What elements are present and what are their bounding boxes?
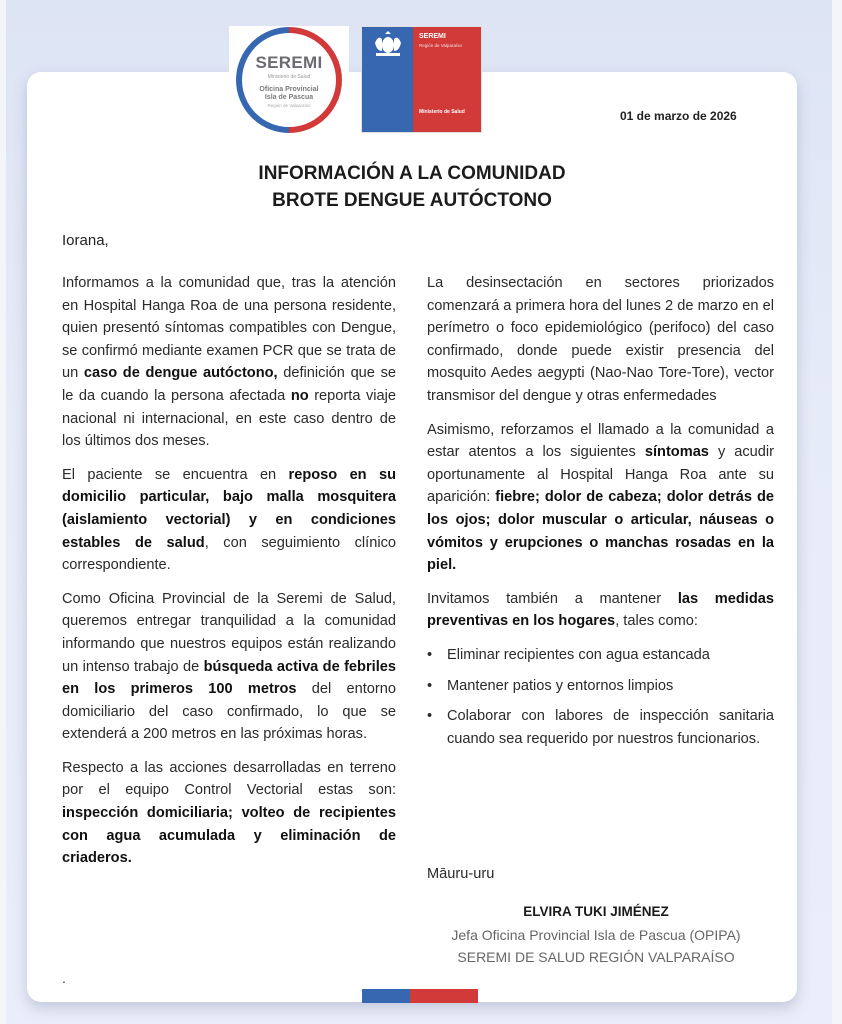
- circle-logo-office-line1: Oficina Provincial: [259, 86, 319, 93]
- preventive-measures-list: [427, 644, 774, 750]
- paragraph-patient-status: [62, 464, 396, 577]
- bold-span: caso de dengue autóctono,: [83, 365, 278, 382]
- flag-logo-title: SEREMI: [419, 33, 446, 40]
- flag-red-panel: [413, 27, 481, 132]
- text-span: , con seguimiento clínico correspondiente.: [62, 534, 397, 574]
- paragraph-active-search: [62, 588, 396, 746]
- text-span: Como Oficina Provincial de la Seremi de Salud, queremos entregar tranquilidad a la comunidad informando que nuestros equipos están realizando un intenso trabajo de: [62, 590, 396, 675]
- bullet-icon: •: [427, 708, 433, 725]
- background-edge-right: [832, 0, 842, 1024]
- left-column: [62, 272, 396, 881]
- flag-blue-panel: [362, 27, 413, 132]
- circle-ring-icon: [229, 26, 349, 134]
- circle-logo-region: Región de Valparaíso: [267, 103, 311, 108]
- signer-role: Jefa Oficina Provincial Isla de Pascua (OPIPA): [451, 927, 741, 943]
- title-line-1: INFORMACIÓN A LA COMUNIDAD: [258, 163, 566, 184]
- text-span: definición que se le da cuando la persona afectada: [62, 365, 396, 404]
- list-item: [427, 644, 774, 667]
- footer-bar-blue: [362, 989, 410, 1003]
- paragraph-vector-control: [62, 757, 396, 870]
- list-item-text: Colaborar con labores de inspección sanitaria cuando sea requerido por nuestros funcionarios.: [447, 708, 774, 747]
- coat-of-arms-icon: [372, 31, 404, 59]
- ministry-flag-logo: [361, 26, 482, 133]
- document-title: [27, 160, 797, 214]
- background-edge-left: [0, 0, 6, 1024]
- text-span: Respecto a las acciones desarrolladas en terreno por el equipo Control Vectorial estas son:: [62, 759, 396, 799]
- text-span: Informamos a la comunidad que, tras la atención en Hospital Hanga Roa de una persona residente, quien presentó síntomas compatibles con Dengue, se confirmó mediante examen PCR que se trata de un: [62, 275, 396, 382]
- circle-logo-office-line2: Isla de Pascua: [264, 94, 314, 101]
- text-span: Invitamos también a mantener: [427, 590, 678, 607]
- footer-bar-red: [410, 989, 478, 1003]
- bullet-icon: •: [427, 646, 433, 663]
- list-item: [427, 675, 774, 698]
- circle-logo-subtitle: Ministerio de Salud: [267, 74, 311, 80]
- text-span: Asimismo, reforzamos el llamado a la comunidad a estar atentos a los siguientes: [427, 421, 774, 461]
- flag-logo-ministry: Ministerio de Salud: [419, 109, 465, 115]
- list-item-text: Mantener patios y entornos limpios: [447, 677, 674, 694]
- title-line-2: BROTE DENGUE AUTÓCTONO: [272, 190, 552, 211]
- bold-span: las medidas preventivas en los hogares: [427, 590, 774, 630]
- circle-logo-office: [229, 86, 349, 102]
- footer-flag-bar: [362, 989, 478, 1003]
- right-column: [427, 272, 774, 758]
- text-span: del entorno domiciliario del caso confirmado, lo que se extenderá a 200 metros en las próximas horas.: [62, 681, 396, 743]
- bold-span: inspección domiciliaria; volteo de recipientes con agua acumulada y eliminación de criaderos.: [62, 805, 396, 867]
- bold-span: no: [290, 387, 309, 404]
- closing-salutation: Māuru-uru: [427, 866, 495, 882]
- flag-logo-region: Región de Valparaíso: [419, 43, 462, 48]
- text-span: El paciente se encuentra en: [62, 466, 289, 483]
- paragraph-case-confirmed: [62, 272, 396, 453]
- paragraph-preventive-measures: [427, 588, 774, 633]
- bold-span: síntomas: [644, 444, 709, 461]
- signer-organization: SEREMI DE SALUD REGIÓN VALPARAÍSO: [457, 949, 735, 965]
- bold-span: búsqueda activa de febriles en los primeros 100 metros: [62, 658, 396, 698]
- paragraph-symptoms: [427, 419, 774, 577]
- text-span: y acudir oportunamente al Hospital Hanga Roa ante su aparición:: [427, 444, 775, 506]
- list-item: [427, 705, 774, 750]
- bullet-icon: •: [427, 677, 433, 694]
- seremi-circle-logo: [229, 26, 349, 134]
- text-span: reporta viaje nacional ni internacional, en este caso dentro de los últimos dos meses.: [62, 387, 396, 450]
- text-span: , tales como:: [615, 613, 698, 630]
- list-item-text: Eliminar recipientes con agua estancada: [447, 646, 710, 663]
- circle-logo-title: SEREMI: [255, 53, 323, 72]
- greeting: Iorana,: [62, 232, 109, 249]
- bold-span: reposo en su domicilio particular, bajo malla mosquitera (aislamiento vectorial) y en condiciones estables de salud: [62, 466, 396, 551]
- paragraph-fumigation: La desinsectación en sectores priorizados comenzará a primera hora del lunes 2 de marzo en el perímetro o foco epidemiológico (perifoco) del caso confirmado, donde puede existir presencia del mosquito Aedes aegypti (Nao-Nao Tore-Tore), vector transmisor del dengue y otras enfermedades: [427, 275, 774, 404]
- stray-dot: .: [62, 970, 66, 986]
- bold-span: fiebre; dolor de cabeza; dolor detrás de los ojos; dolor muscular o articular, náuseas o vómitos y erupciones o manchas rosadas en la piel.: [427, 489, 774, 574]
- document-date: 01 de marzo de 2026: [620, 109, 737, 123]
- signer-name: ELVIRA TUKI JIMÉNEZ: [523, 904, 669, 919]
